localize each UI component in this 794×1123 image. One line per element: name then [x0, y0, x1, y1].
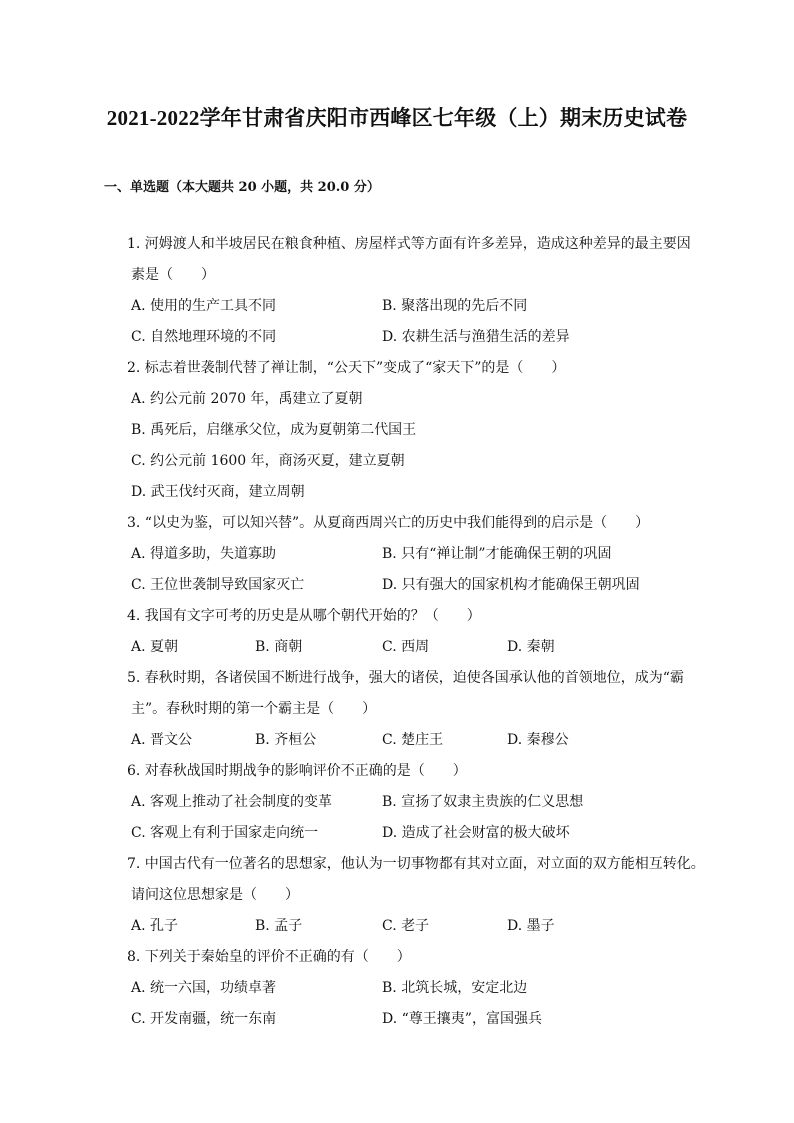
option-d[interactable]: D. 秦朝 — [507, 639, 555, 655]
option-a[interactable]: A. 孔子 — [131, 918, 179, 934]
option-d[interactable]: D. “尊王攘夷”，富国强兵 — [382, 1011, 542, 1027]
option-a[interactable]: A. 夏朝 — [131, 639, 179, 655]
option-b[interactable]: B. 商朝 — [255, 639, 303, 655]
question-1-stem: 1. 河姆渡人和半坡居民在粮食种植、房屋样式等方面有许多差异，造成这种差异的最主要因 — [127, 236, 691, 252]
option-d[interactable]: D. 造成了社会财富的极大破坏 — [382, 825, 570, 841]
option-c[interactable]: C. 开发南疆，统一东南 — [131, 1011, 277, 1027]
question-4-stem: 4. 我国有文字可考的历史是从哪个朝代开始的？（ ） — [127, 608, 481, 624]
option-b[interactable]: B. 只有“禅让制”才能确保王朝的巩固 — [382, 546, 612, 562]
question-5-stem: 5. 春秋时期，各诸侯国不断进行战争，强大的诸侯，迫使各国承认他的首领地位，成为“霸 — [127, 670, 684, 686]
option-d[interactable]: D. 农耕生活与渔猎生活的差异 — [382, 329, 570, 345]
question-6-stem: 6. 对春秋战国时期战争的影响评价不正确的是（ ） — [127, 763, 467, 779]
section-heading: 一、单选题（本大题共 20 小题，共 20.0 分） — [104, 180, 380, 195]
option-a[interactable]: A. 统一六国，功绩卓著 — [131, 980, 277, 996]
option-d[interactable]: D. 墨子 — [507, 918, 555, 934]
option-a[interactable]: A. 晋文公 — [131, 732, 193, 748]
option-a[interactable]: A. 约公元前 2070 年，禹建立了夏朝 — [131, 391, 363, 407]
option-c[interactable]: C. 自然地理环境的不同 — [131, 329, 277, 345]
option-a[interactable]: A. 客观上推动了社会制度的变革 — [131, 794, 333, 810]
question-2-stem: 2. 标志着世袭制代替了禅让制，“公天下”变成了“家天下”的是（ ） — [127, 360, 566, 376]
option-a[interactable]: A. 使用的生产工具不同 — [131, 298, 277, 314]
option-c[interactable]: C. 王位世袭制导致国家灭亡 — [131, 577, 305, 593]
option-c[interactable]: C. 西周 — [382, 639, 430, 655]
option-b[interactable]: B. 北筑长城，安定北边 — [382, 980, 528, 996]
option-b[interactable]: B. 禹死后，启继承父位，成为夏朝第二代国王 — [131, 422, 417, 438]
option-b[interactable]: B. 齐桓公 — [255, 732, 317, 748]
question-3-stem: 3. “以史为鉴，可以知兴替”。从夏商西周兴亡的历史中我们能得到的启示是（ ） — [127, 515, 650, 531]
question-1-stem-cont: 素是（ ） — [131, 267, 215, 283]
option-b[interactable]: B. 聚落出现的先后不同 — [382, 298, 528, 314]
exam-title: 2021-2022学年甘肃省庆阳市西峰区七年级（上）期末历史试卷 — [106, 106, 688, 130]
option-c[interactable]: C. 约公元前 1600 年，商汤灭夏，建立夏朝 — [131, 453, 405, 469]
option-c[interactable]: C. 老子 — [382, 918, 430, 934]
question-7-stem-cont: 请问这位思想家是（ ） — [131, 887, 299, 903]
option-c[interactable]: C. 客观上有利于国家走向统一 — [131, 825, 319, 841]
option-d[interactable]: D. 武王伐纣灭商，建立周朝 — [131, 484, 305, 500]
question-8-stem: 8. 下列关于秦始皇的评价不正确的有（ ） — [127, 949, 411, 965]
option-a[interactable]: A. 得道多助，失道寡助 — [131, 546, 277, 562]
option-d[interactable]: D. 只有强大的国家机构才能确保王朝巩固 — [382, 577, 640, 593]
question-5-stem-cont: 主”。春秋时期的第一个霸主是（ ） — [131, 701, 377, 717]
option-d[interactable]: D. 秦穆公 — [507, 732, 569, 748]
question-7-stem: 7. 中国古代有一位著名的思想家，他认为一切事物都有其对立面，对立面的双方能相互转化。 — [127, 856, 705, 872]
option-c[interactable]: C. 楚庄王 — [382, 732, 444, 748]
option-b[interactable]: B. 孟子 — [255, 918, 303, 934]
option-b[interactable]: B. 宣扬了奴隶主贵族的仁义思想 — [382, 794, 584, 810]
